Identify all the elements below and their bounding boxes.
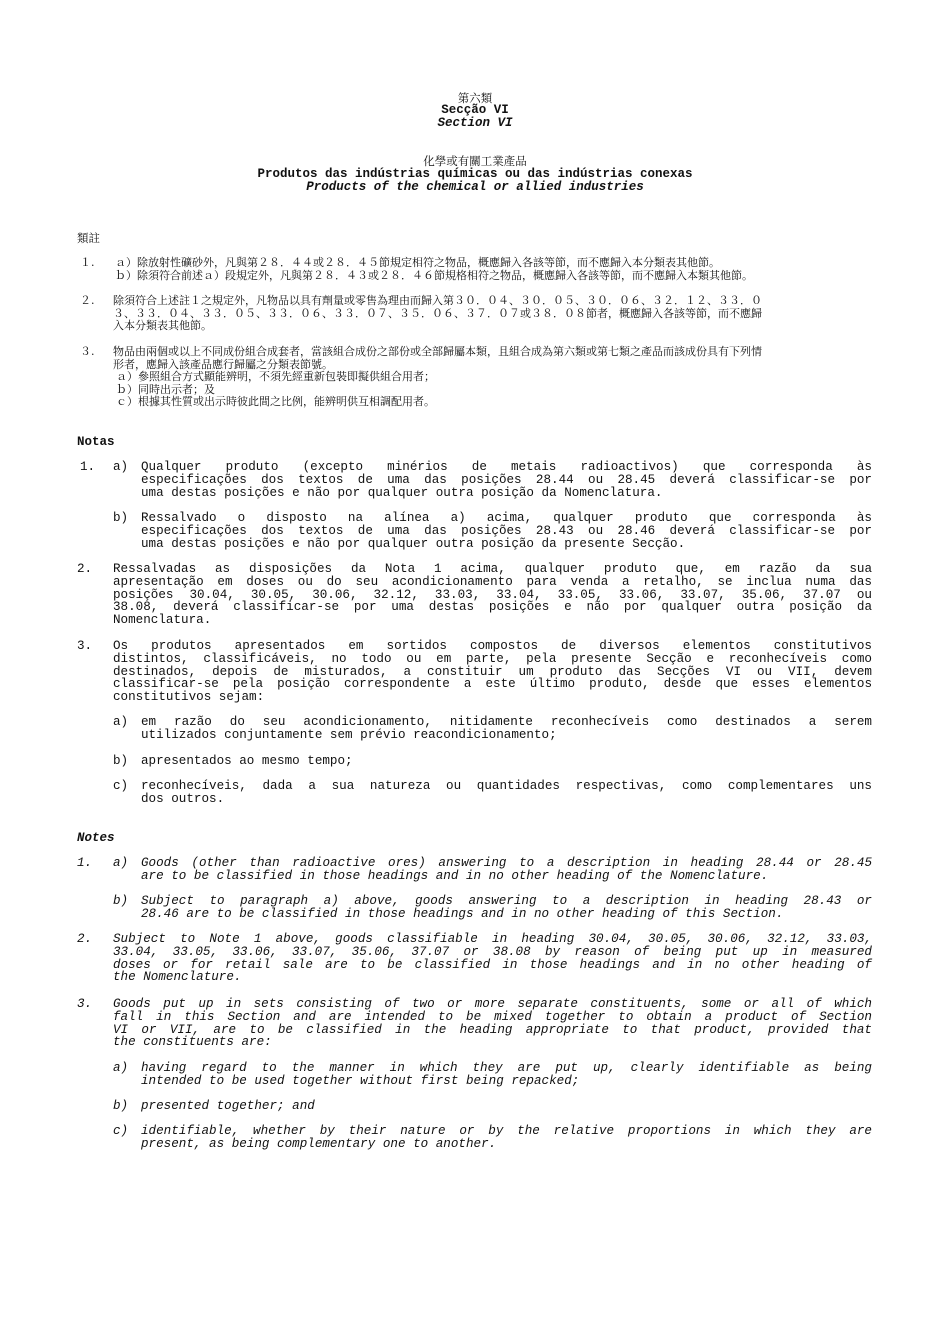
en-note-3c-label: c) [113,1124,129,1138]
section-number-pt: Secção VI [441,103,509,117]
en-note-3b-line: presented together; and [141,1099,315,1113]
pt-note-3-line: constitutivos sejam: [113,690,265,705]
en-note-3b [141,1100,872,1113]
pt-note-2-line: 38.08, deverá classificar-se por uma destas posições e não por qualquer outra posição da [113,600,872,615]
pt-note-2-line: apresentação em doses ou do seu acondicionamento para venda a retalho, se inclua numa das [113,574,872,589]
en-note-3a-line: intended to be used together without first being repacked; [141,1073,580,1088]
en-note-3c-line: present, as being complementary one to another. [141,1136,497,1151]
pt-note-1b [141,512,872,550]
pt-note-3c-line: dos outros. [141,791,225,806]
en-note-2-line: 33.04, 33.05, 33.06, 33.07, 35.06, 37.07 or 38.08 by reason of being put up in measured [113,944,872,959]
zh-note-1-number: １. [80,256,95,269]
en-note-3-line: fall in this Section and are intended to be mixed together to obtain a product of Section [113,1009,872,1024]
zh-note-3-b: ｂ）同時出示者；及 [116,382,215,396]
pt-note-1b-line: uma destas posições e não por qualquer outra posição da presente Secção. [141,536,686,551]
en-note-3 [113,998,872,1049]
en-note-1b-label: b) [113,894,129,908]
pt-note-3-line: distintos, classificáveis, no todo ou em parte, pela presente Secção e reconhecíveis como [113,651,872,666]
en-note-2-line: the Nomenclature. [113,970,242,985]
section-number-en: Section VI [437,116,513,130]
zh-note-1-a: ａ）除放射性礦砂外，凡與第２８．４４或２８．４５節規定相符之物品，概應歸入各該等節，而不應歸入本分類表其他節。 [115,256,720,269]
en-note-3-line: VI or VII, are to be classified in the heading appropriate to that product, provided that [113,1022,872,1037]
zh-note-3-line: 形者，應歸入該產品應行歸屬之分類表節號。 [113,357,333,371]
pt-note-1b-line: especificações dos textos de uma das posições 28.43 ou 28.46 deverá classificar-se por [141,523,872,538]
pt-note-3-line: Os produtos apresentados em sortidos compostos de diversos elementos constitutivos [113,639,872,653]
zh-note-3-number: ３. [80,345,95,358]
pt-note-1a-line: uma destas posições e não por qualquer outra posição da Nomenclatura. [141,485,663,500]
notes-heading-zh: 類註 [77,231,100,245]
en-note-1b-line: 28.46 are to be classified in those headings and in no other heading of this Section. [141,906,784,921]
en-note-1a-label: a) [113,856,129,870]
pt-note-3-line: destinados, depois de misturados, a constituir um produto das Secções VI ou VII, devem [113,664,872,679]
pt-note-1a-line: Qualquer produto (excepto minérios de metais radioactivos) que corresponda às [141,460,872,474]
en-note-3a-label: a) [113,1061,129,1075]
en-note-2-number: 2. [77,932,93,946]
zh-note-3-a: ａ）參照組合方式顯能辨明，不須先經重新包裝即擬供組合用者； [116,370,435,384]
en-note-2 [113,933,872,984]
pt-note-3-number: 3. [77,639,93,653]
en-note-3c-line: identifiable, whether by their nature or by the relative proportions in which they are [141,1124,872,1138]
zh-note-2-line: 入本分類表其他節。 [113,319,212,333]
pt-note-1a-label: a) [113,460,129,474]
en-note-1a [141,857,872,883]
pt-note-3a-line: utilizados conjuntamente sem prévio reacondicionamento; [141,727,557,742]
en-note-3c [141,1125,872,1151]
pt-note-3b [141,755,872,768]
pt-note-1a-line: especificações dos textos de uma das posições 28.44 ou 28.45 deverá classificar-se por [141,472,872,487]
en-note-3a [141,1062,872,1088]
pt-note-3b-label: b) [113,754,129,768]
en-note-1-number: 1. [77,856,93,870]
section-title-zh: 化學或有關工業產品 [423,154,527,168]
en-note-3-line: the constituents are: [113,1035,272,1050]
en-note-3a-line: having regard to the manner in which they are put up, clearly identifiable as being [141,1061,872,1075]
pt-note-3a [141,716,872,742]
pt-note-2-number: 2. [77,562,93,576]
section-number-zh: 第六類 [457,91,493,105]
en-note-3-number: 3. [77,997,93,1011]
notes-heading-en: Notes [77,831,115,845]
section-title-pt: Produtos das indústrias químicas ou das indústrias conexas [257,167,693,181]
section-title-en: Products of the chemical or allied industries [306,180,644,194]
notes-heading-pt: Notas [77,435,115,449]
en-note-1b-line: Subject to paragraph a) above, goods answering to a description in heading 28.43 or [141,894,872,908]
en-note-2-line: Subject to Note 1 above, goods classifiable in heading 30.04, 30.05, 30.06, 32.12, 33.03, [113,932,872,946]
zh-note-2-line: 除須符合上述註１之規定外，凡物品以具有劑量或零售為理由而歸入第３０．０４、３０．０５、３０．０６、３２．１２、３３．０ [113,294,762,307]
pt-note-2-line: posições 30.04, 30.05, 30.06, 32.12, 33.03, 33.04, 33.05, 33.06, 33.07, 35.06, 37.07 ou [113,587,872,602]
en-note-2-line: doses or for retail sale are to be classified in those headings and in no other heading of [113,957,872,972]
en-note-1b [141,895,872,921]
en-note-3b-label: b) [113,1099,129,1113]
zh-note-1-b: ｂ）除須符合前述ａ）段規定外，凡與第２８．４３或２８．４６節規格相符之物品，概應歸入各該等節，而不應歸入本類其他節。 [115,268,753,282]
zh-note-3-line: 物品由兩個或以上不同成份組合成套者，當該組合成份之部份或全部歸屬本類，且組合成為第六類或第七類之產品而該成份具有下列情 [113,345,762,358]
pt-note-3b-line: apresentados ao mesmo tempo; [141,754,353,768]
pt-note-2-line: Nomenclatura. [113,613,212,628]
pt-note-3 [113,640,872,704]
pt-note-3a-label: a) [113,715,129,729]
zh-note-2-number: ２. [80,294,95,307]
pt-note-1-number: 1. [80,460,96,474]
en-note-3-line: Goods put up in sets consisting of two or more separate constituents, some or all of which [113,997,872,1011]
pt-note-2-line: Ressalvadas as disposições da Nota 1 acima, qualquer produto que, em razão da sua [113,562,872,576]
pt-note-1b-line: Ressalvado o disposto na alínea a) acima, qualquer produto que corresponda às [141,511,872,525]
zh-note-2-line: ３、３３．０４、３３．０５、３３．０６、３３．０７、３５．０６、３７．０７或３８．０８節者，概應歸入各該等節，而不應歸 [113,306,762,320]
pt-note-1b-label: b) [113,511,129,525]
en-note-1a-line: Goods (other than radioactive ores) answering to a description in heading 28.44 or 28.45 [141,856,872,870]
en-note-1a-line: are to be classified in those headings and in no other heading of the Nomenclature. [141,868,769,883]
pt-note-3a-line: em razão do seu acondicionamento, nitidamente reconhecíveis como destinados a serem [141,715,872,729]
pt-note-2 [113,563,872,627]
pt-note-3-line: classificar-se pela posição correspondente a este último produto, desde que esses elementos [113,677,872,692]
pt-note-3c-label: c) [113,779,129,793]
zh-note-3-c: ｃ）根據其性質或出示時彼此間之比例，能辨明供互相調配用者。 [116,395,435,409]
pt-note-3c-line: reconhecíveis, dada a sua natureza ou quantidades respectivas, como complementares uns [141,779,872,793]
pt-note-3c [141,780,872,806]
pt-note-1a [141,461,872,499]
